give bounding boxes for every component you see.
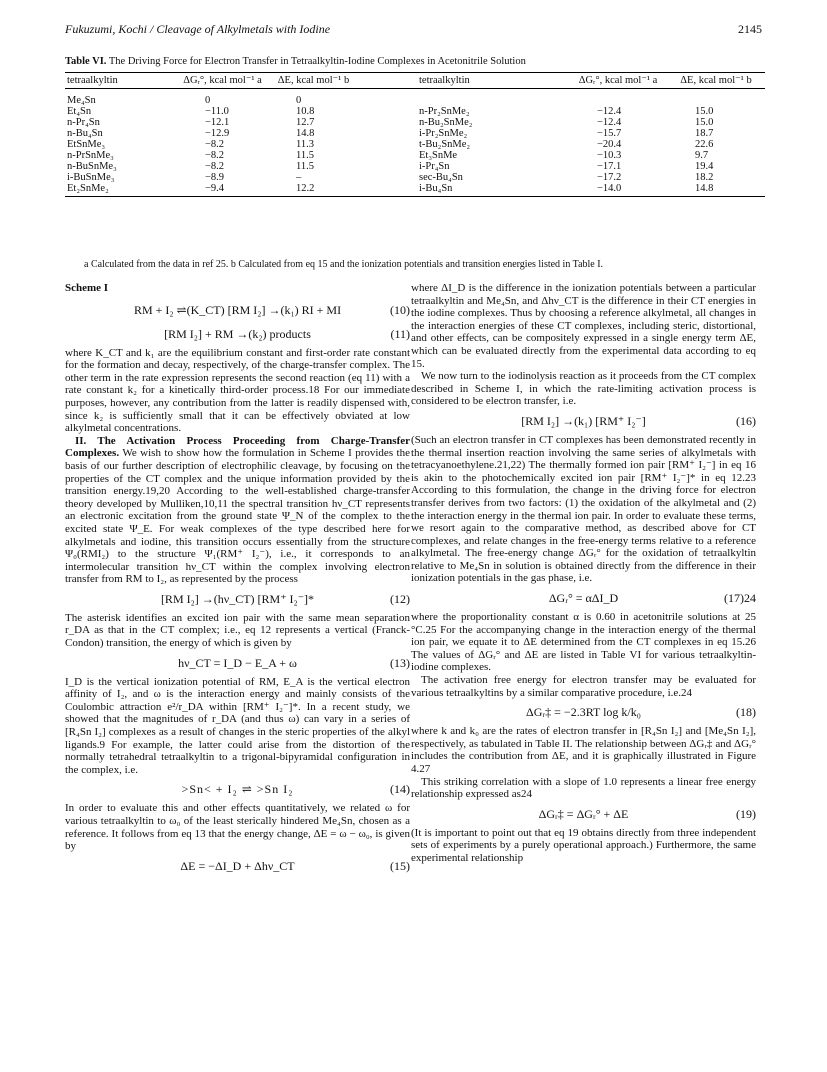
table-cell: Et₂SnMe₂ bbox=[65, 183, 177, 197]
equation-15: ΔE = −ΔI_D + Δhν_CT (15) bbox=[180, 858, 410, 873]
table-cell: t-Bu₂SnMe₂ bbox=[419, 139, 471, 150]
table-cell: −8.2 bbox=[205, 139, 225, 150]
running-header bbox=[65, 22, 762, 40]
table-cell: Me₄Sn bbox=[67, 95, 96, 106]
table-cell: 15.0 bbox=[695, 117, 714, 128]
col-header: tetraalkyltin bbox=[359, 73, 569, 89]
table-cell: 18.2 bbox=[695, 172, 714, 183]
table-row bbox=[65, 172, 765, 183]
left-column bbox=[65, 282, 410, 879]
scheme-label: Scheme I bbox=[65, 282, 109, 294]
col-header: ΔGᵣ°, kcal mol⁻¹ a bbox=[177, 73, 268, 89]
table-row bbox=[65, 89, 765, 107]
equation-16: [RM I₂] →(k₁) [RM⁺ I₂⁻] (16) bbox=[521, 413, 756, 428]
table-row bbox=[65, 139, 765, 150]
table-cell: 12.7 bbox=[296, 117, 315, 128]
table-cell: 18.7 bbox=[695, 128, 714, 139]
table-cell: n-Bu₂SnMe₂ bbox=[419, 117, 473, 128]
table-row bbox=[65, 128, 765, 139]
table-cell: 15.0 bbox=[695, 106, 714, 117]
table-cell: −8.2 bbox=[205, 150, 225, 161]
paragraph: This striking correlation with a slope of 1.0 represents a linear free energy relationship expressed as24 bbox=[411, 775, 756, 801]
table-cell: −15.7 bbox=[597, 128, 622, 139]
table-caption-text: The Driving Force for Electron Transfer in Tetraalkyltin-Iodine Complexes in Acetonitrile Solution bbox=[108, 56, 526, 67]
table-cell: n-Bu₄Sn bbox=[67, 128, 103, 139]
table-cell: −11.0 bbox=[205, 106, 229, 117]
table-cell bbox=[359, 89, 569, 107]
paragraph: In order to evaluate this and other effects quantitatively, we related ω for various tetraalkyltin to ω₀ of the least sterically hindered Me₄Sn, chosen as a reference. It follows from eq 13 that the energy change, ΔE = ω − ω₀, is given by bbox=[65, 802, 410, 853]
table-cell: Et₃SnMe bbox=[419, 150, 458, 161]
section-heading: II. The Activation Process Proceeding from Charge-Transfer Complexes. bbox=[65, 434, 410, 460]
table-cell: 0 bbox=[296, 95, 302, 106]
paragraph: where the proportionality constant α is 0.60 in acetonitrile solutions at 25 °C.25 For the accompanying change in the interaction energy of the thermal ion pair, we equate it to ΔE determined from the CT complexes in eq 15.26 The values of ΔGᵣ° and ΔE are listed in Table VI for various tetraalkyltin-iodine complexes. bbox=[411, 611, 756, 674]
paragraph: I_D is the vertical ionization potential of RM, E_A is the vertical electron affinity of I₂, and ω is the interaction energy and mainly consists of the Coulombic attraction e²/r_DA within [RM⁺ I₂⁻]*. In a recent study, we showed that the magnitudes of r_DA (and thus ω) can vary in a series of [R₄Sn I₂] complexes as a result of changes in the steric properties of the alkyl ligands.9 For example, the latter could arise from the distortion of the normally tetrahedral tetraalkyltin to a trigonal-bipyramidal configuration in the complex, i.e. bbox=[65, 675, 410, 776]
table-cell: −8.9 bbox=[205, 172, 225, 183]
table-row bbox=[65, 183, 765, 197]
table-cell: −14.0 bbox=[569, 183, 667, 197]
table-row bbox=[65, 117, 765, 128]
table-cell: Et₄Sn bbox=[67, 106, 92, 117]
table-label: Table VI. bbox=[65, 56, 107, 67]
table-cell: 14.8 bbox=[296, 128, 315, 139]
table-cell: n-PrSnMe₃ bbox=[67, 150, 114, 161]
col-header: ΔE, kcal mol⁻¹ b bbox=[667, 73, 765, 89]
table-cell: i-BuSnMe₃ bbox=[67, 172, 115, 183]
table-cell: −12.9 bbox=[205, 128, 230, 139]
equation-17: ΔGᵣ° = αΔI_D (17)24 bbox=[548, 591, 756, 606]
table-cell: −10.3 bbox=[597, 150, 622, 161]
table-row bbox=[65, 106, 765, 117]
equation-10: RM + I₂ ⇌(K_CT) [RM I₂] →(k₁) RI + MI (10) bbox=[133, 302, 410, 317]
equation-13: hν_CT = I_D − E_A + ω (13) bbox=[178, 655, 410, 670]
table-cell: −12.4 bbox=[597, 117, 622, 128]
table-cell bbox=[569, 89, 667, 107]
table-cell: n-Pr₂SnMe₂ bbox=[419, 106, 470, 117]
table-cell: 11.3 bbox=[296, 139, 314, 150]
table-cell: −17.2 bbox=[597, 172, 622, 183]
table-cell: −12.1 bbox=[205, 117, 230, 128]
table-cell: i-Pr₂SnMe₂ bbox=[419, 128, 468, 139]
paragraph: where ΔI_D is the difference in the ionization potentials between a particular tetraalkyltin and Me₄Sn, and Δhν_CT is the difference in their CT energies in the iodine complexes. Thus by choosing a reference alkylmetal, all changes in the interaction energies of these CT complexes, including steric, distortional, and other effects, can be compositely expressed in a single energy term ΔE, which can be evaluated directly from the experimental data according to eq 15. bbox=[411, 282, 756, 370]
table-cell: EtSnMe₃ bbox=[67, 139, 106, 150]
table-cell: n-Pr₄Sn bbox=[67, 117, 100, 128]
table-cell: 0 bbox=[205, 95, 211, 106]
table-cell: −9.4 bbox=[177, 183, 268, 197]
table-cell: 12.2 bbox=[268, 183, 359, 197]
table-cell: −12.4 bbox=[597, 106, 622, 117]
col-header: tetraalkyltin bbox=[65, 73, 177, 89]
table-cell: 9.7 bbox=[695, 150, 709, 161]
right-column bbox=[411, 282, 756, 865]
table-cell: 19.4 bbox=[695, 161, 714, 172]
paragraph: We now turn to the iodinolysis reaction as it proceeds from the CT complex described in Scheme I, in which the rate-limiting activation process is considered to be electron transfer, i.e. bbox=[411, 370, 756, 408]
table-caption bbox=[65, 56, 765, 67]
table-cell: i-Bu₄Sn bbox=[359, 183, 569, 197]
table-cell: 11.5 bbox=[296, 150, 314, 161]
equation-11: [RM I₂] + RM →(k₂) products (11) bbox=[164, 326, 410, 341]
col-header: ΔGᵣ°, kcal mol⁻¹ a bbox=[569, 73, 667, 89]
table-cell: i-Pr₄Sn bbox=[419, 161, 450, 172]
paragraph: where k and k₀ are the rates of electron transfer in [R₄Sn I₂] and [Me₄Sn I₂], respectively, as tabulated in Table II. The relationship between ΔGᵣ‡ and ΔGᵣ° includes the contribution from ΔE, and it is graphically illustrated in Figure 4.27 bbox=[411, 725, 756, 775]
paragraph: The activation free energy for electron transfer may be evaluated for various tetraalkyltins by a similar comparative procedure, i.e.24 bbox=[411, 674, 756, 699]
table-cell: sec-Bu₄Sn bbox=[419, 172, 463, 183]
col-header: ΔE, kcal mol⁻¹ b bbox=[268, 73, 359, 89]
page-number: 2145 bbox=[738, 22, 762, 36]
table-cell: 11.5 bbox=[296, 161, 314, 172]
table-row bbox=[65, 150, 765, 161]
paragraph: where K_CT and k₁ are the equilibrium constant and first-order rate constant for the formation and decay, respectively, of the charge-transfer complex. The other term in the rate expression represents the second reaction (eq 11) with a rate constant k₂ for a kinetically third-order process.18 For our immediate purposes, however, any contribution from the latter is readily dispensed with, since k₂ is sufficiently small that it can be effectively obviated at low alkylmetal concentrations. bbox=[65, 346, 410, 435]
table-cell: 22.6 bbox=[695, 139, 714, 150]
table-cell: −17.1 bbox=[597, 161, 622, 172]
table-cell bbox=[667, 89, 765, 107]
equation-18: ΔGᵣ‡ = −2.3RT log k/k₀ (18) bbox=[526, 705, 756, 720]
header-title: Fukuzumi, Kochi / Cleavage of Alkylmetals with Iodine bbox=[65, 22, 331, 36]
table-cell: n-BuSnMe₃ bbox=[67, 161, 117, 172]
equation-14: >Sn< + I₂ ⇌ >Sn I₂ (14) bbox=[181, 782, 410, 797]
table-row bbox=[65, 161, 765, 172]
paragraph: (It is important to point out that eq 19 obtains directly from three independent sets of experiments by a purely operational approach.) Furthermore, the same experimental relationship bbox=[411, 826, 756, 864]
table-cell: −8.2 bbox=[205, 161, 225, 172]
equation-12: [RM I₂] →(hν_CT) [RM⁺ I₂⁻]* (12) bbox=[160, 591, 410, 606]
table-footnote: a Calculated from the data in ref 25. b Calculated from eq 15 and the ionization potentials and transition energies listed in Table I. bbox=[84, 259, 604, 270]
section-paragraph: II. The Activation Process Proceeding from Charge-Transfer Complexes. We wish to show how the formulation in Scheme I provides the basis of our further description of electrophilic cleavage, by focusing on the properties of the CT complex and the unique information provided by the transition energy.19,20 According to the well-established charge-transfer theory developed by Mulliken,10,11 the spectral transition hν_CT represents an electronic excitation from the ground state Ψ_N of the complex to the excited state Ψ_E. For weak complexes of the type described here for alkylmetals and iodine, this transition occurs essentially from the structure Ψ₀(RMI₂) to the structure Ψ₁(RM⁺ I₂⁻), i.e., it corresponds to an intermolecular transition hν_CT within the complex involving electron transfer from RM to I₂, as represented by the process bbox=[65, 434, 410, 586]
paragraph: (Such an electron transfer in CT complexes has been demonstrated recently in the thermal insertion reaction involving the same series of alkylmetals with tetracyanoethylene.21,22) The thermally formed ion pair [RM⁺ I₂⁻] in eq 16 is akin to the photochemically excited ion pair [RM⁺ I₂⁻]* in eq 12.23 According to this formulation, the change in the driving force for electron transfer derives from two factors: (1) the oxidation of the alkylmetal and (2) the interaction energy in the thermal ion pair. In order to evaluate these terms, we resort again to the comparative method, as described above for CT complexes, and relate changes in the free-energy terms relative to a reference alkylmetal. The free-energy change ΔGᵣ° for the oxidation of tetraalkyltin relative to Me₄Sn in solution is obtained directly from the difference in their ionization potentials in the gas phase, i.e. bbox=[411, 433, 756, 585]
table-cell: −20.4 bbox=[597, 139, 622, 150]
paragraph: The asterisk identifies an excited ion pair with the same mean separation r_DA as that in the CT complex; i.e., eq 12 represents a vertical (Franck-Condon) transition, the energy of which is given by bbox=[65, 611, 410, 650]
equation-19: ΔGᵣ‡ = ΔGᵣ° + ΔE (19) bbox=[538, 806, 756, 821]
table-cell: – bbox=[296, 172, 302, 183]
table-cell: 14.8 bbox=[667, 183, 765, 197]
data-table bbox=[65, 72, 765, 197]
table-cell: 10.8 bbox=[296, 106, 315, 117]
